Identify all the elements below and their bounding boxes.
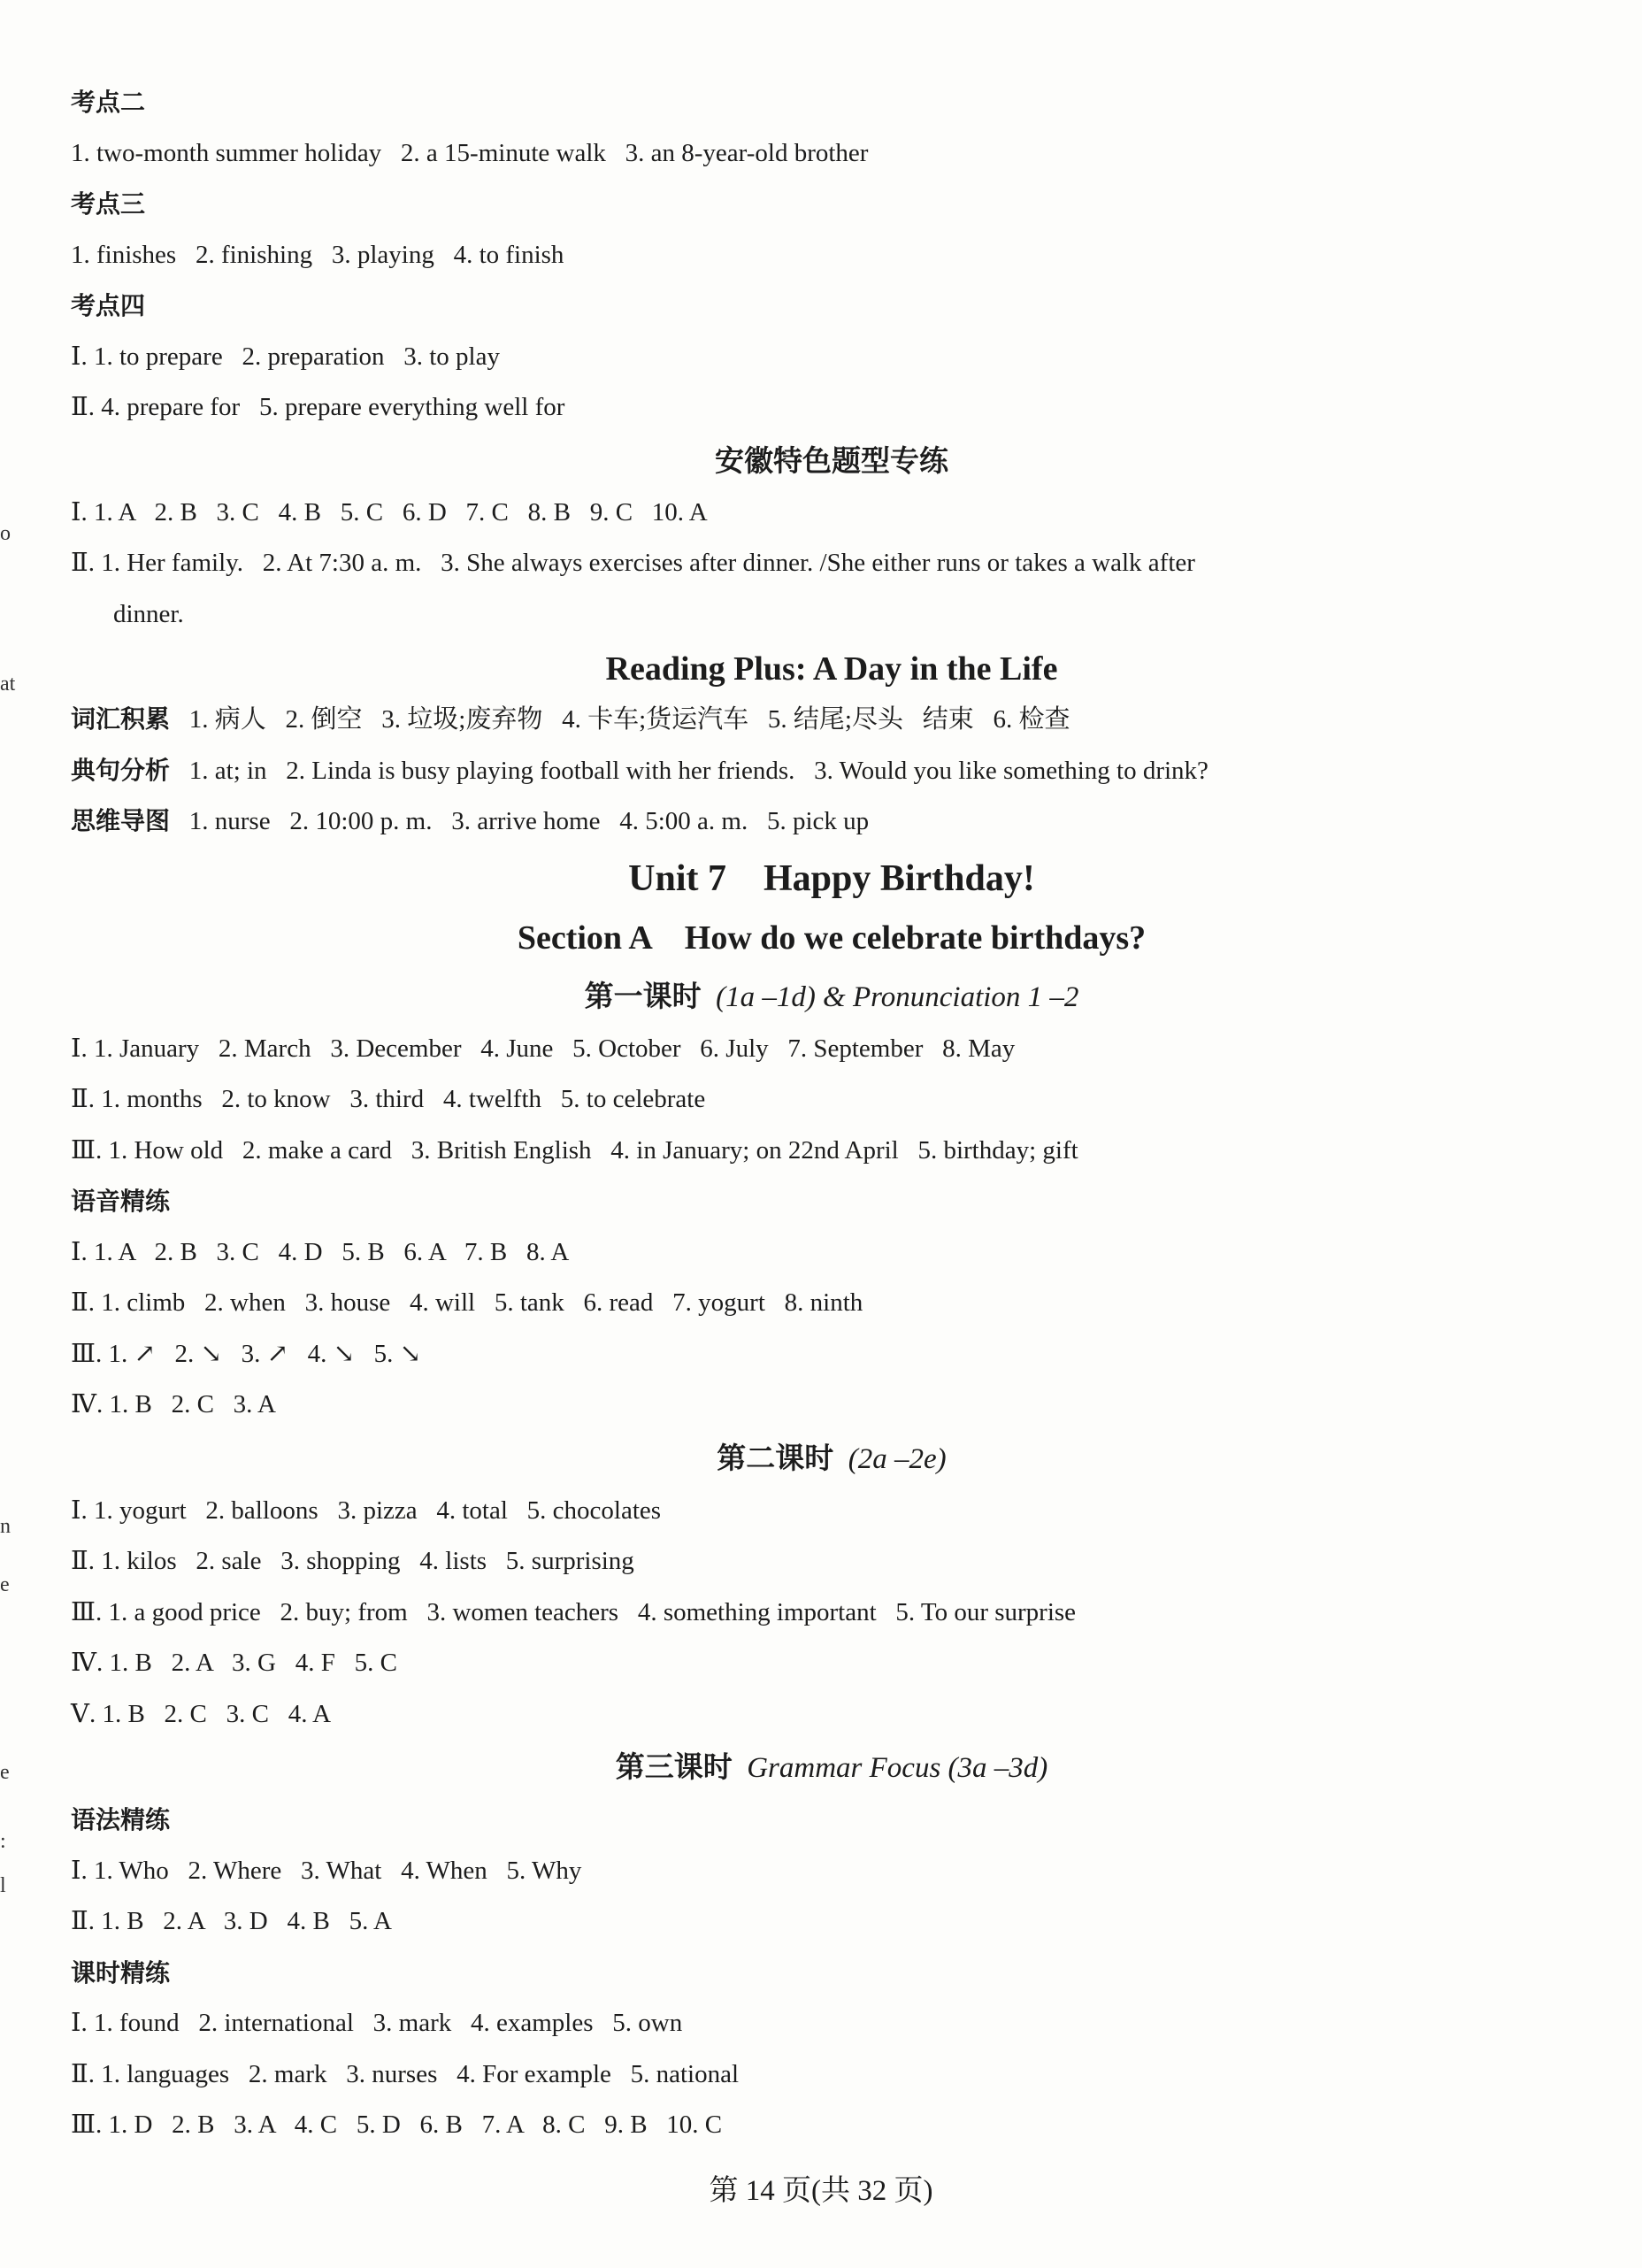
- line-answers: 1. 病人 2. 倒空 3. 垃圾;废弃物 4. 卡车;货运汽车 5. 结尾;尽头 结束 6. 检查: [188, 705, 1070, 734]
- lesson-scope: (2a –2e): [833, 1442, 947, 1475]
- margin-fragment: e: [0, 1573, 10, 1596]
- answer-line: Ⅱ. 1. months 2. to know 3. third 4. twelfth 5. to celebrate: [71, 1085, 706, 1113]
- margin-fragment: at: [0, 673, 16, 696]
- answer-line: Ⅲ. 1. D 2. B 3. A 4. C 5. D 6. B 7. A 8. C 9. B 10. C: [71, 2110, 723, 2139]
- section-heading: 语音精练: [71, 1187, 171, 1216]
- section-heading: 考点二: [71, 88, 146, 117]
- line-label: 典句分析: [71, 755, 171, 785]
- unit-title: Unit 7 Happy Birthday!: [628, 857, 1035, 899]
- answer-line: Ⅰ. 1. A 2. B 3. C 4. D 5. B 6. A 7. B 8. A: [71, 1237, 570, 1266]
- answer-line: Ⅲ. 1. How old 2. make a card 3. British English 4. in January; on 22nd April 5. birthday; gift: [71, 1135, 1078, 1165]
- answer-line: Ⅰ. 1. found 2. international 3. mark 4. examples 5. own: [71, 2009, 683, 2037]
- line-label: 词汇积累: [71, 704, 171, 734]
- answer-line: Ⅱ. 1. kilos 2. sale 3. shopping 4. lists 5. surprising: [71, 1547, 634, 1575]
- answer-line: Ⅱ. 1. languages 2. mark 3. nurses 4. For example 5. national: [71, 2059, 740, 2088]
- margin-fragment: o: [0, 522, 11, 545]
- margin-fragment: :: [0, 1830, 6, 1853]
- labeled-answer-line: [71, 703, 1592, 755]
- lesson-number: 第一课时: [584, 978, 702, 1013]
- answer-line: Ⅱ. 1. B 2. A 3. D 4. B 5. A: [71, 1907, 392, 1935]
- margin-fragment: l: [0, 1874, 6, 1897]
- section-heading: 课时精练: [71, 1957, 171, 1987]
- section-a-title: Section A How do we celebrate birthdays?: [517, 919, 1147, 957]
- lesson-number: 第二课时: [717, 1440, 834, 1475]
- lesson-title: [71, 1441, 1592, 1495]
- answer-line: Ⅰ. 1. to prepare 2. preparation 3. to play: [71, 342, 500, 371]
- answer-line-continuation: dinner.: [113, 599, 184, 628]
- answer-line: Ⅲ. 1. ↗ 2. ↘ 3. ↗ 4. ↘ 5. ↘: [71, 1339, 421, 1368]
- section-heading: 考点四: [71, 291, 146, 320]
- margin-fragment: n: [0, 1515, 11, 1538]
- answer-line: Ⅰ. 1. Who 2. Where 3. What 4. When 5. Why: [71, 1856, 582, 1885]
- lesson-title: [71, 979, 1592, 1034]
- line-answers: 1. at; in 2. Linda is busy playing football with her friends. 3. Would you like something to drink?: [188, 756, 1208, 785]
- answer-line: Ⅳ. 1. B 2. A 3. G 4. F 5. C: [71, 1649, 397, 1677]
- labeled-answer-line: [71, 755, 1592, 806]
- labeled-answer-line: [71, 805, 1592, 857]
- answer-line: Ⅳ. 1. B 2. C 3. A: [71, 1390, 276, 1418]
- lesson-title: [71, 1749, 1592, 1804]
- answer-line: 1. two-month summer holiday 2. a 15-minute walk 3. an 8-year-old brother: [71, 138, 869, 167]
- lesson-number: 第三课时: [615, 1749, 733, 1784]
- lesson-scope: (1a –1d) & Pronunciation 1 –2: [701, 980, 1079, 1013]
- line-answers: 1. nurse 2. 10:00 p. m. 3. arrive home 4. 5:00 a. m. 5. pick up: [188, 807, 870, 835]
- answer-line: Ⅰ. 1. January 2. March 3. December 4. June 5. October 6. July 7. September 8. May: [71, 1034, 1016, 1063]
- section-heading: 语法精练: [71, 1805, 171, 1834]
- answer-line: Ⅰ. 1. yogurt 2. balloons 3. pizza 4. total 5. chocolates: [71, 1495, 662, 1525]
- section-heading: 考点三: [71, 189, 146, 219]
- line-label: 思维导图: [71, 806, 171, 835]
- section-title: 安徽特色题型专练: [715, 442, 948, 478]
- answer-line: Ⅱ. 1. Her family. 2. At 7:30 a. m. 3. She always exercises after dinner. /She either runs or takes a walk after: [71, 549, 1195, 577]
- margin-fragment: e: [0, 1761, 10, 1784]
- page-number-footer: 第 14 页(共 32 页): [709, 2175, 933, 2207]
- answer-line: Ⅱ. 1. climb 2. when 3. house 4. will 5. tank 6. read 7. yogurt 8. ninth: [71, 1288, 863, 1317]
- answer-line: Ⅰ. 1. A 2. B 3. C 4. B 5. C 6. D 7. C 8. B 9. C 10. A: [71, 497, 708, 527]
- reading-title: Reading Plus: A Day in the Life: [605, 650, 1058, 688]
- answer-line: 1. finishes 2. finishing 3. playing 4. to finish: [71, 240, 564, 269]
- answer-key-content: [71, 87, 1592, 2161]
- answer-line: Ⅴ. 1. B 2. C 3. C 4. A: [71, 1699, 332, 1728]
- lesson-scope: Grammar Focus (3a –3d): [732, 1752, 1048, 1784]
- answer-line: Ⅲ. 1. a good price 2. buy; from 3. women teachers 4. something important 5. To our surprise: [71, 1597, 1077, 1626]
- answer-line: Ⅱ. 4. prepare for 5. prepare everything well for: [71, 393, 565, 421]
